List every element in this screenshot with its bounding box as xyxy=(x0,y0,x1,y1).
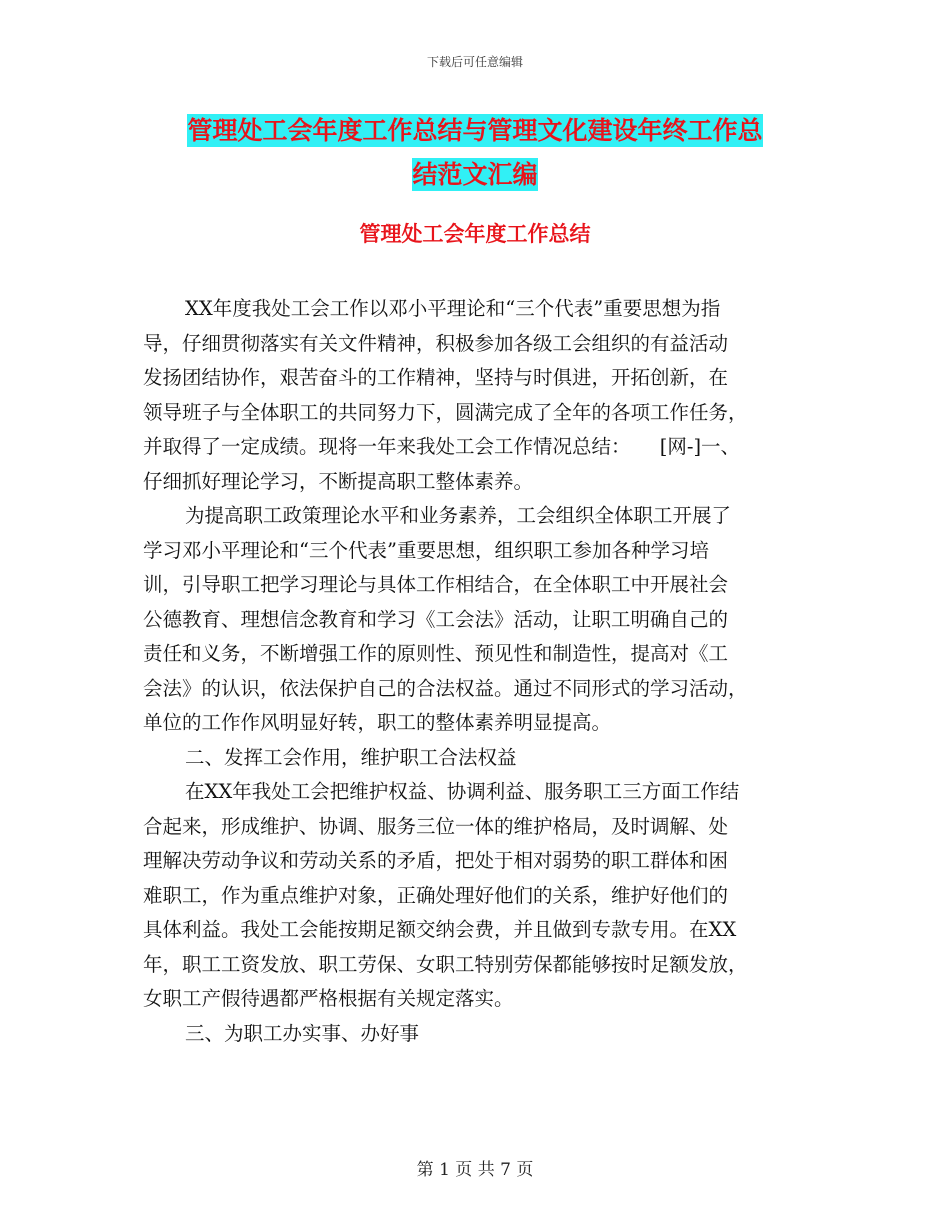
document-title-line-1 xyxy=(0,113,950,149)
body-line: 并取得了一定成绩。现将一年来我处工会工作情况总结： [网-]一、 xyxy=(143,435,741,458)
title-highlight-1: 管理处工会年度工作总结与管理文化建设年终工作总 xyxy=(187,116,763,145)
body-line: 发扬团结协作，艰苦奋斗的工作精神，坚持与时俱进，开拓创新，在 xyxy=(143,366,729,389)
body-line: 在XX年我处工会把维护权益、协调利益、服务职工三方面工作结 xyxy=(185,780,740,803)
body-line: 理解决劳动争议和劳动关系的矛盾，把处于相对弱势的职工群体和困 xyxy=(143,849,729,872)
body-line: 二、发挥工会作用，维护职工合法权益 xyxy=(185,745,517,769)
body-line: 公德教育、理想信念教育和学习《工会法》活动，让职工明确自己的 xyxy=(143,607,729,631)
body-line: 责任和义务，不断增强工作的原则性、预见性和制造性，提高对《工 xyxy=(143,642,729,665)
body-line: XX年度我处工会工作以邓小平理论和“三个代表”重要思想为指 xyxy=(185,297,721,320)
body-line: 仔细抓好理论学习，不断提高职工整体素养。 xyxy=(143,469,534,493)
body-line: 领导班子与全体职工的共同努力下，圆满完成了全年的各项工作任务， xyxy=(143,400,748,424)
body-line: 导，仔细贯彻落实有关文件精神，积极参加各级工会组织的有益活动 xyxy=(143,331,729,355)
body-line: 女职工产假待遇都严格根据有关规定落实。 xyxy=(143,987,514,1010)
body-line: 学习邓小平理论和“三个代表”重要思想，组织职工参加各种学习培 xyxy=(143,538,709,562)
body-line: 难职工，作为重点维护对象，正确处理好他们的关系，维护好他们的 xyxy=(143,883,729,907)
body-line: 合起来，形成维护、协调、服务三位一体的维护格局，及时调解、处 xyxy=(143,814,729,838)
body-line: 训，引导职工把学习理论与具体工作相结合，在全体职工中开展社会 xyxy=(143,573,729,596)
body-line: 为提高职工政策理论水平和业务素养，工会组织全体职工开展了 xyxy=(185,504,732,527)
body-line: 单位的工作作风明显好转，职工的整体素养明显提高。 xyxy=(143,711,612,734)
title-highlight-2: 结范文汇编 xyxy=(412,160,538,189)
document-title-line-2 xyxy=(0,157,950,193)
body-line: 具体利益。我处工会能按期足额交纳会费，并且做到专款专用。在XX xyxy=(143,918,737,941)
body-line: 三、为职工办实事、办好事 xyxy=(185,1021,420,1045)
page-footer: 第 1 页 共 7 页 xyxy=(416,1160,534,1180)
document-body xyxy=(143,292,813,1051)
body-line: 会法》的认识，依法保护自己的合法权益。通过不同形式的学习活动， xyxy=(143,676,748,700)
section-title: 管理处工会年度工作总结 xyxy=(359,222,591,246)
body-line: 年，职工工资发放、职工劳保、女职工特别劳保都能够按时足额发放， xyxy=(143,952,748,976)
header-note: 下载后可任意编辑 xyxy=(426,55,523,69)
